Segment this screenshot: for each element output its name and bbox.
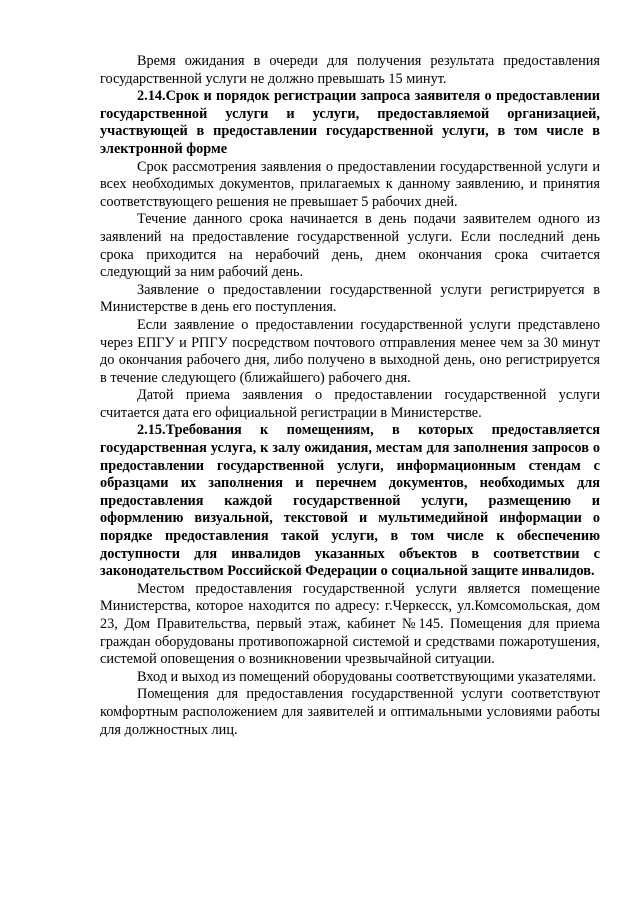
paragraph-acceptance-date: Датой приема заявления о предоставлении государственной услуги считается дата его официальной регистрации в Министерстве. bbox=[100, 387, 600, 421]
section-heading-2-14: 2.14.Срок и порядок регистрации запроса заявителя о предоставлении государственной услуги и услуги, предоставляемой организацией, участвующей в предоставлении государственной услуги, в том числе в электронной форме bbox=[100, 88, 600, 157]
paragraph-period-start: Течение данного срока начинается в день подачи заявителем одного из заявлений на предоставление государственной услуги. Если последний день срока приходится на нерабочий день, днем окончания срока считается следующий за ним рабочий день. bbox=[100, 211, 600, 281]
paragraph-entrance-signs: Вход и выход из помещений оборудованы соответствующими указателями. bbox=[137, 668, 597, 685]
section-heading-2-15: 2.15.Требования к помещениям, в которых предоставляется государственная услуга, к залу ожидания, местам для заполнения запросов о предоставлении государственной услуги, информационным стендам с образцами их заполнения и перечнем документов, необходимых для предоставления каждой государственной услуги, размещению и оформлению визуальной, текстовой и мультимедийной информации о порядке предоставления такой услуги, в том числе к обеспечению доступности для инвалидов указанных объектов в соответствии с законодательством Российской Федерации о социальной защите инвалидов. bbox=[100, 422, 600, 580]
paragraph-late-submission: Если заявление о предоставлении государственной услуги представлено через ЕПГУ и РПГУ посредством почтового отправления менее чем за 30 минут до окончания рабочего дня, либо получено в выходной день, оно регистрируется в течение следующего (ближайшего) рабочего дня. bbox=[100, 316, 600, 386]
paragraph-registration-day: Заявление о предоставлении государственной услуги регистрируется в Министерстве в день его поступления. bbox=[100, 281, 600, 316]
paragraph-queue-wait-time: Время ожидания в очереди для получения результата предоставления государственной услуги не должно превышать 15 минут. bbox=[100, 53, 600, 87]
paragraph-review-period: Срок рассмотрения заявления о предоставлении государственной услуги и всех необходимых документов, прилагаемых к данному заявлению, и принятия соответствующего решения не превышает 5 рабочих дней. bbox=[100, 158, 600, 210]
paragraph-service-location: Местом предоставления государственной услуги является помещение Министерства, которое находится по адресу: г.Черкесск, ул.Комсомольская, дом 23, Дом Правительства, первый этаж, кабинет №145. Помещения для приема граждан оборудованы противопожарной системой и средствами пожаротушения, системой оповещения о возникновении чрезвычайной ситуации. bbox=[100, 580, 600, 668]
document-page bbox=[100, 53, 600, 739]
paragraph-premises-comfort: Помещения для предоставления государственной услуги соответствуют комфортным расположением для заявителей и оптимальными условиями работы для должностных лиц. bbox=[100, 686, 600, 738]
